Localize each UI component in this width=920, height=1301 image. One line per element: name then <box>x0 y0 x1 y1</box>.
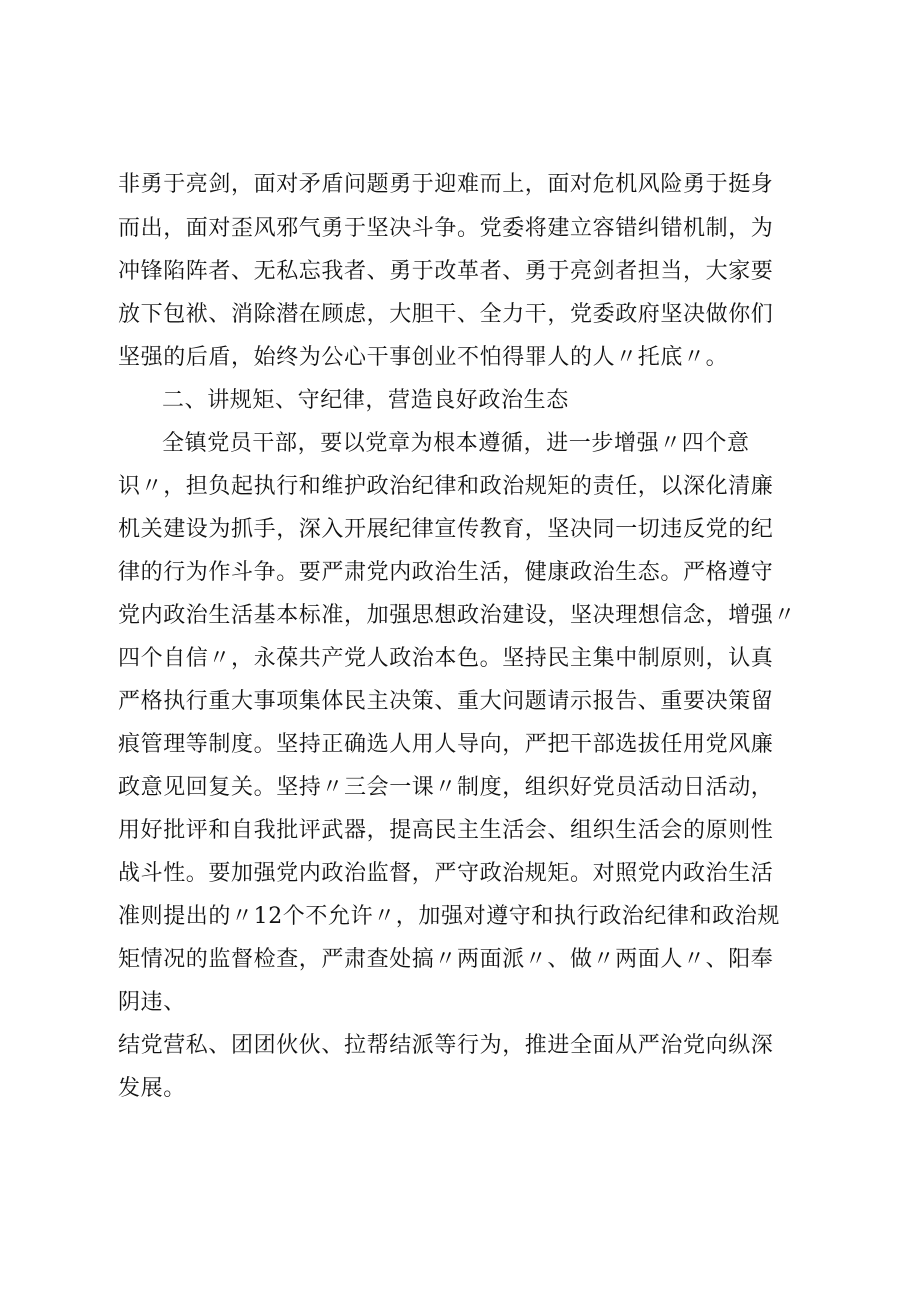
body-text-line: 严格执行重大事项集体民主决策、重大问题请示报告、重要决策留 <box>118 689 774 714</box>
body-text-line: 冲锋陷阵者、无私忘我者、勇于改革者、勇于亮剑者担当，大家要 <box>118 259 774 284</box>
body-text-line: 阴违、 <box>118 990 186 1015</box>
body-text-line: 准则提出的〃12个不允许〃，加强对遵守和执行政治纪律和政治规 <box>118 904 780 929</box>
body-text-line: 四个自信〃，永葆共产党人政治本色。坚持民主集中制原则，认真 <box>118 646 774 671</box>
body-text-line: 非勇于亮剑，面对矛盾问题勇于迎难而上，面对危机风险勇于挺身 <box>118 172 774 197</box>
body-text-line: 党内政治生活基本标准，加强思想政治建设，坚决理想信念，增强〃 <box>118 603 797 628</box>
body-text-line: 全镇党员干部，要以党章为根本遵循，进一步增强〃四个意 <box>162 431 750 456</box>
body-text-line: 放下包袱、消除潜在顾虑，大胆干、全力干，党委政府坚决做你们 <box>118 302 774 327</box>
body-text-line: 发展。 <box>118 1076 186 1101</box>
body-text-line: 政意见回复关。坚持〃三会一课〃制度，组织好党员活动日活动， <box>118 775 774 800</box>
body-text-line: 机关建设为抓手，深入开展纪律宣传教育，坚决同一切违反党的纪 <box>118 517 774 542</box>
body-text-line: 坚强的后盾，始终为公心干事创业不怕得罪人的人〃托底〃。 <box>118 345 729 370</box>
body-text-line: 用好批评和自我批评武器，提高民主生活会、组织生活会的原则性 <box>118 818 774 843</box>
body-text-line: 结党营私、团团伙伙、拉帮结派等行为，推进全面从严治党向纵深 <box>118 1033 774 1058</box>
body-text-line: 痕管理等制度。坚持正确选人用人导向，严把干部选拔任用党风廉 <box>118 732 774 757</box>
body-text-line: 战斗性。要加强党内政治监督，严守政治规矩。对照党内政治生活 <box>118 861 774 886</box>
body-text-line: 矩情况的监督检查，严肃查处搞〃两面派〃、做〃两面人〃、阳奉 <box>118 947 774 972</box>
body-text-line: 识〃，担负起执行和维护政治纪律和政治规矩的责任，以深化清廉 <box>118 474 774 499</box>
section-heading: 二、讲规矩、守纪律，营造良好政治生态 <box>162 388 569 413</box>
body-text-line: 律的行为作斗争。要严肃党内政治生活，健康政治生态。严格遵守 <box>118 560 774 585</box>
body-text-line: 而出，面对歪风邪气勇于坚决斗争。党委将建立容错纠错机制，为 <box>118 216 774 241</box>
